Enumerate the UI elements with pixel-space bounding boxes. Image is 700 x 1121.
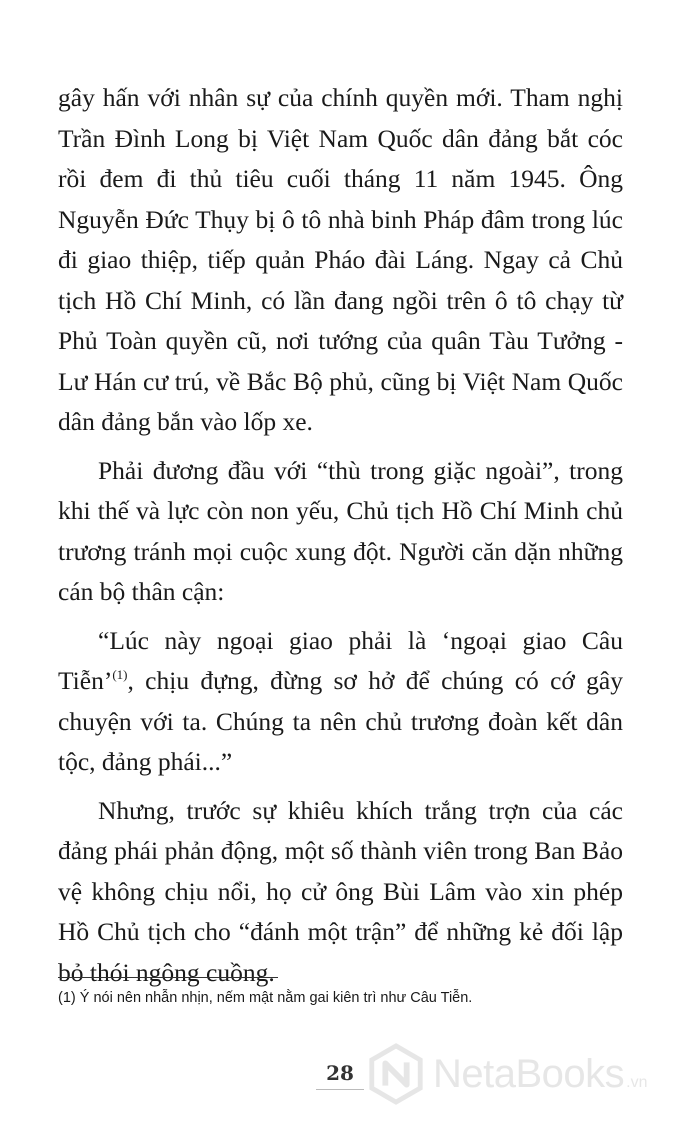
paragraph-4: Nhưng, trước sự khiêu khích trắng trợn của các đảng phái phản động, một số thành viên trong Ban Bảo vệ không chịu nổi, họ cử ông Bùi Lâm vào xin phép Hồ Chủ tịch cho “đánh một trận” để những kẻ đối lập bỏ thói ngông cuồng.: [58, 795, 623, 987]
paragraph-1: gây hấn với nhân sự của chính quyền mới. Tham nghị Trần Đình Long bị Việt Nam Quốc dân đảng bắt cóc rồi đem đi thủ tiêu cuối tháng 11 năm 1945. Ông Nguyễn Đức Thụy bị ô tô nhà binh Pháp đâm trong lúc đi giao thiệp, tiếp quản Pháo đài Láng. Ngay cả Chủ tịch Hồ Chí Minh, có lần đang ngồi trên ô tô chạy từ Phủ Toàn quyền cũ, nơi tướng của quân Tàu Tưởng - Lư Hán cư trú, về Bắc Bộ phủ, cũng bị Việt Nam Quốc dân đảng bắn vào lốp xe.: [58, 83, 623, 436]
page-number: 28: [316, 1061, 364, 1090]
paragraph-2: Phải đương đầu với “thù trong giặc ngoài”, trong khi thế và lực còn non yếu, Chủ tịch Hồ Chí Minh chủ trương tránh mọi cuộc xung đột. Người căn dặn những cán bộ thân cận:: [58, 455, 623, 606]
quote-text-end: , chịu đựng, đừng sơ hở để chúng có cớ gây chuyện với ta. Chúng ta nên chủ trương đoàn kết dân tộc, đảng phái...”: [58, 666, 623, 776]
netabooks-logo-icon: [365, 1043, 427, 1105]
body-text: [58, 78, 623, 993]
footnote-reference: (1): [112, 667, 128, 682]
watermark: [365, 1042, 695, 1106]
watermark-text: NetaBooks: [433, 1051, 625, 1096]
footnote-divider: [58, 977, 278, 978]
watermark-suffix: .vn: [626, 1074, 648, 1091]
footnote: (1) Ý nói nên nhẫn nhịn, nếm mật nằm gai kiên trì như Câu Tiễn.: [58, 990, 473, 1006]
paragraph-3-quote: [58, 621, 623, 783]
quote-text-start: “Lúc này ngoại giao phải là ‘ngoại giao Câu Tiễn’: [58, 625, 623, 695]
